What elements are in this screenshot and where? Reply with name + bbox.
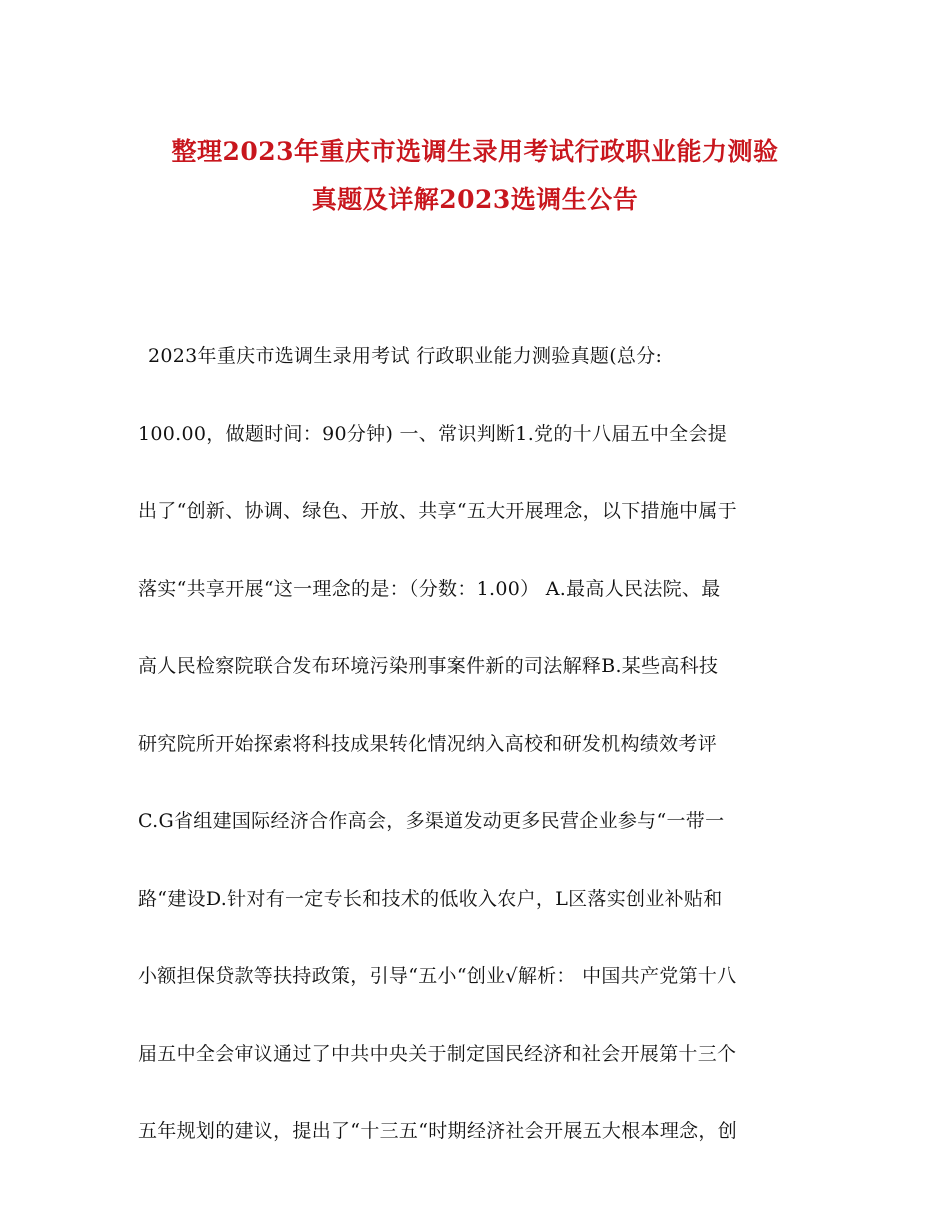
document-title bbox=[80, 128, 870, 224]
body-line: 2023年重庆市选调生录用考试 行政职业能力测验真题(总分: bbox=[148, 345, 663, 367]
document-body bbox=[138, 336, 818, 1189]
body-line: 高人民检察院联合发布环境污染刑事案件新的司法解释B.某些高科技 bbox=[138, 655, 719, 677]
body-line: 路“建设D.针对有一定专长和技术的低收入农户，L区落实创业补贴和 bbox=[138, 887, 723, 910]
body-line: 出了“创新、协调、绿色、开放、共享“五大开展理念，以下措施中属于 bbox=[138, 500, 738, 522]
body-line: C.G省组建国际经济合作高会，多渠道发动更多民营企业参与“一带一 bbox=[138, 810, 725, 832]
body-line: 100.00，做题时间：90分钟) 一、常识判断1.党的十八届五中全会提 bbox=[138, 422, 728, 445]
body-line: 小额担保贷款等扶持政策，引导“五小“创业√解析： 中国共产党第十八 bbox=[138, 965, 737, 987]
body-line: 落实“共享开展“这一理念的是：（分数：1.00） A.最高人民法院、最 bbox=[138, 577, 721, 600]
title-line: 整理2023年重庆市选调生录用考试行政职业能力测验 bbox=[171, 137, 779, 166]
body-line: 五年规划的建议，提出了“十三五“时期经济社会开展五大根本理念，创 bbox=[138, 1120, 738, 1142]
body-line: 研究院所开始探索将科技成果转化情况纳入高校和研发机构绩效考评 bbox=[138, 732, 718, 755]
body-line: 届五中全会审议通过了中共中央关于制定国民经济和社会开展第十三个 bbox=[138, 1042, 737, 1065]
title-line: 真题及详解2023选调生公告 bbox=[311, 185, 639, 214]
